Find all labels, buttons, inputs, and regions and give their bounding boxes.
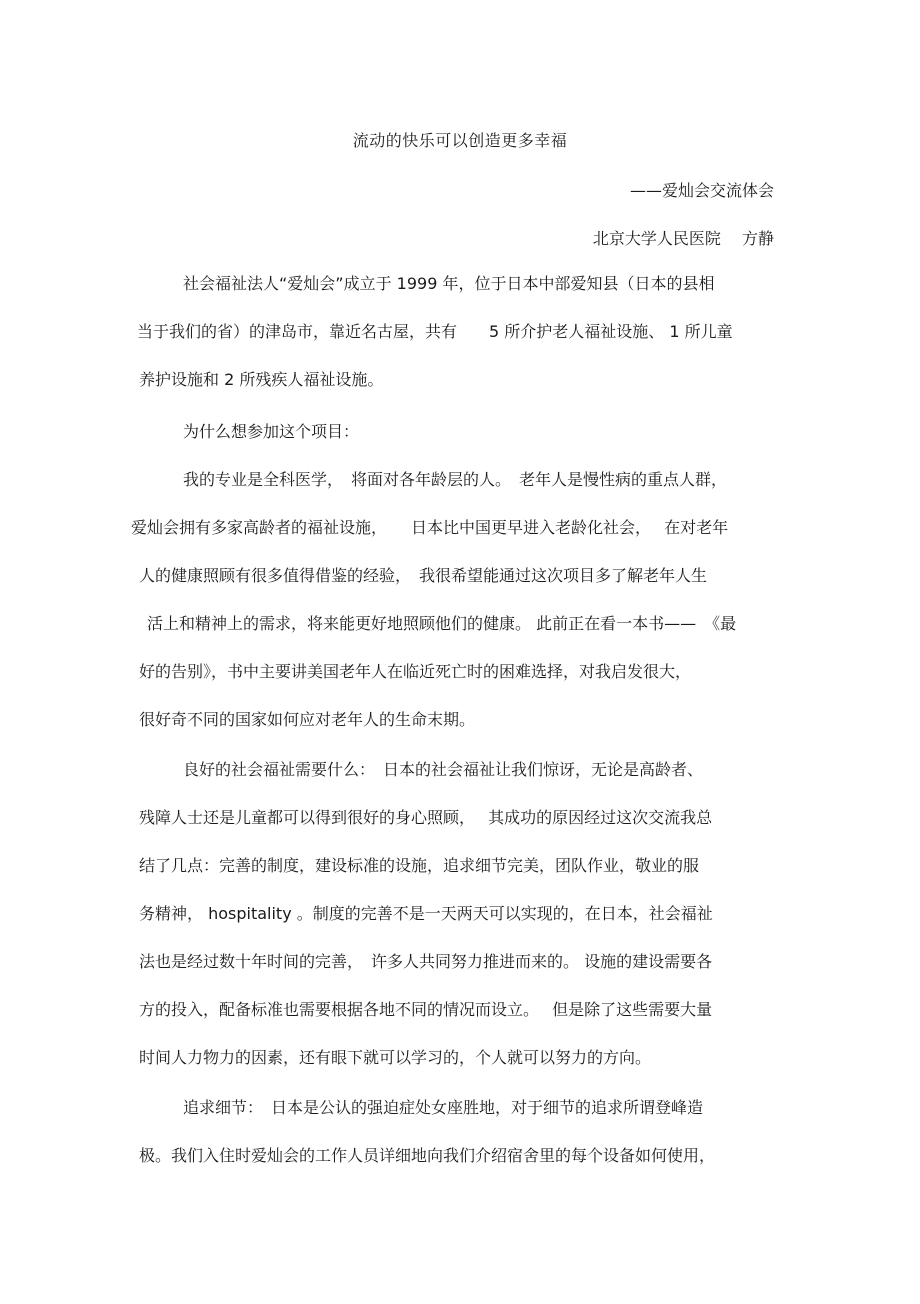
paragraph-line: 追求细节： 日本是公认的强迫症处女座胜地，对于细节的追求所谓登峰造: [183, 1098, 704, 1117]
paragraph-line: 良好的社会福祉需要什么： 日本的社会福祉让我们惊讶，无论是高龄者、: [183, 760, 704, 779]
paragraph-line: 务精神， hospitality 。制度的完善不是一天两天可以实现的，在日本，社会福祉: [139, 904, 713, 923]
paragraph-line: 活上和精神上的需求，将来能更好地照顾他们的健康。 此前正在看一本书—— 《最: [147, 614, 737, 633]
paragraph-line: 法也是经过数十年时间的完善， 许多人共同努力推进而来的。 设施的建设需要各: [139, 952, 713, 971]
paragraph-line: 很好奇不同的国家如何应对老年人的生命末期。: [139, 710, 476, 729]
paragraph-line: 极。我们入住时爱灿会的工作人员详细地向我们介绍宿舍里的每个设备如何使用，: [139, 1146, 716, 1165]
paragraph-line: 我的专业是全科医学， 将面对各年龄层的人。 老年人是慢性病的重点人群，: [183, 470, 728, 489]
paragraph-line: 结了几点：完善的制度，建设标准的设施，追求细节完美，团队作业，敬业的服: [139, 856, 700, 875]
paragraph-line: 人的健康照顾有很多值得借鉴的经验， 我很希望能通过这次项目多了解老年人生: [139, 566, 708, 585]
paragraph-line: 社会福祉法人“爱灿会”成立于 1999 年，位于日本中部爱知县（日本的县相: [183, 274, 715, 293]
paragraph-line: 爱灿会拥有多家高龄者的福祉设施， 日本比中国更早进入老龄化社会， 在对老年: [131, 518, 729, 537]
paragraph-line: 残障人士还是儿童都可以得到很好的身心照顾， 其成功的原因经过这次交流我总: [139, 808, 713, 827]
section-heading-line: 为什么想参加这个项目：: [183, 422, 360, 441]
author-line: 北京大学人民医院 方静: [592, 229, 774, 248]
paragraph-line: 当于我们的省）的津岛市，靠近名古屋，共有 5 所介护老人福祉设施、 1 所儿童: [137, 322, 733, 341]
paragraph-line: 好的告别》，书中主要讲美国老年人在临近死亡时的困难选择，对我启发很大，: [139, 662, 692, 681]
paragraph-line: 方的投入，配备标准也需要根据各地不同的情况而设立。 但是除了这些需要大量: [139, 1000, 713, 1019]
paragraph-line: 时间人力物力的因素，还有眼下就可以学习的，个人就可以努力的方向。: [139, 1048, 652, 1067]
paragraph-line: 养护设施和 2 所残疾人福祉设施。: [139, 370, 384, 389]
document-title: 流动的快乐可以创造更多幸福: [352, 131, 568, 150]
document-subtitle: ——爱灿会交流体会: [629, 181, 774, 200]
